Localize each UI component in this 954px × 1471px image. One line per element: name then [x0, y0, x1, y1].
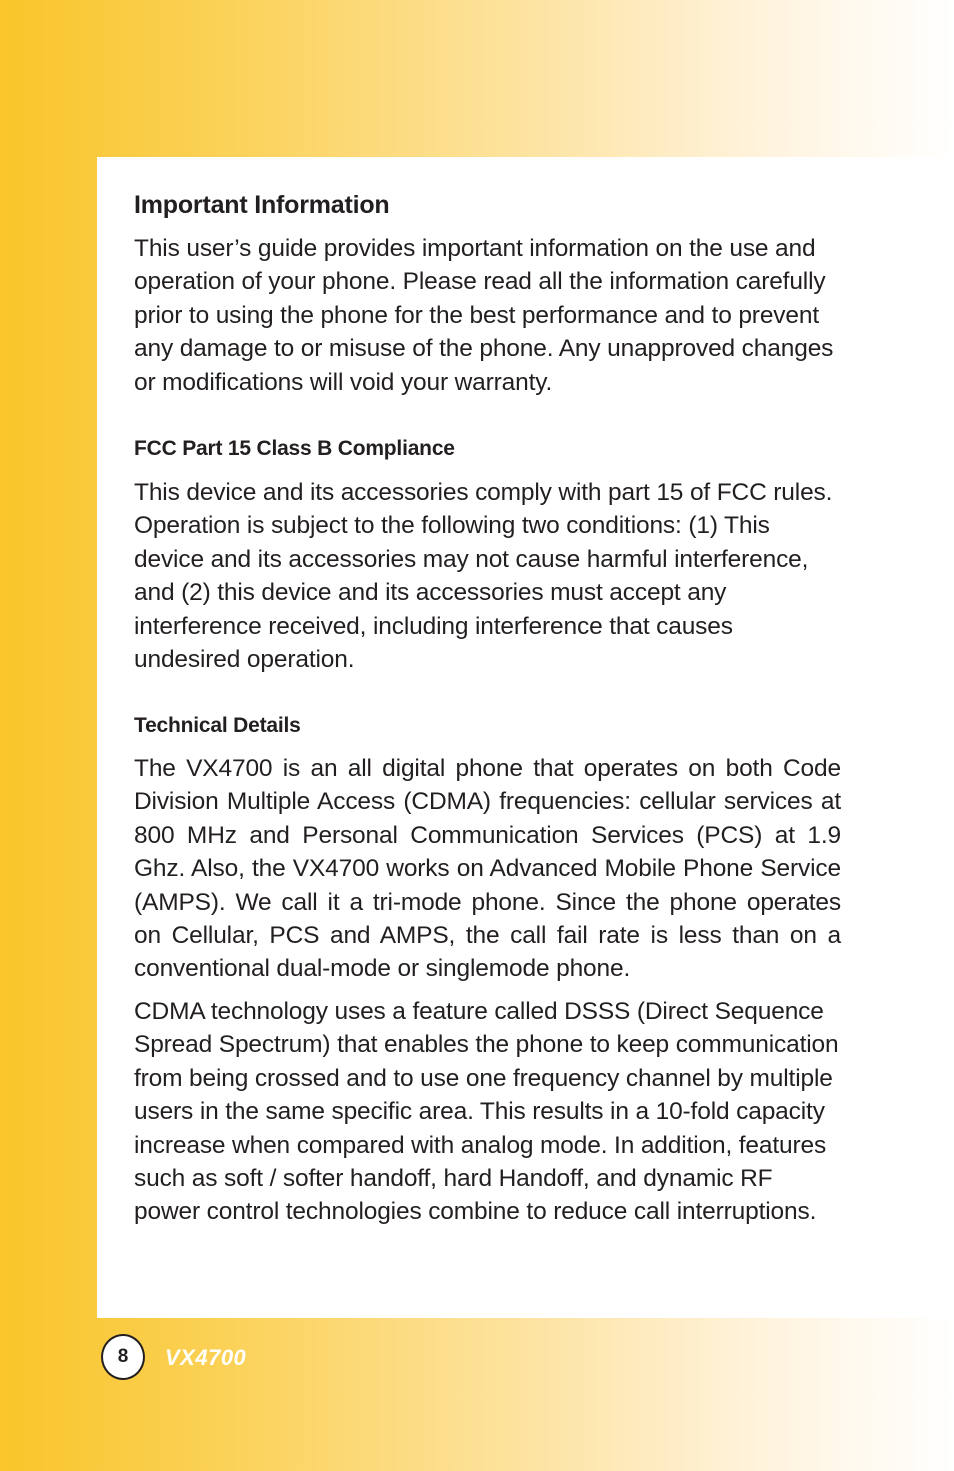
model-name-footer: VX4700: [165, 1345, 247, 1370]
important-information-text: This user’s guide provides important information on the use and operation of your phone. Please read all the information carefully prior to using the phone for the best performance and to prevent any damage to or misuse of the phone. Any unapproved changes or modifications will void your warranty.: [134, 235, 834, 396]
page-number-badge: [101, 1334, 145, 1380]
technical-details-heading: Technical Details: [134, 714, 301, 737]
technical-details-paragraph-1: The VX4700 is an all digital phone that operates on both Code Division Multiple Access (CDMA) frequencies: cellular services at 800 MHz and Personal Communication Services (PCS) at 1.9 Ghz. Also, the VX4700 works on Advanced Mobile Phone Service (AMPS). We call it a tri-mode phone. Since the phone operates on Cellular, PCS and AMPS, the call fail rate is less than on a conventional dual-mode or singlemode phone.: [134, 755, 841, 983]
technical-details-paragraph-2: CDMA technology uses a feature called DSSS (Direct Sequence Spread Spectrum) that enables the phone to keep communication from being crossed and to use one frequency channel by multiple users in the same specific area. This results in a 10-fold capacity increase when compared with analog mode. In addition, features such as soft / softer handoff, hard Handoff, and dynamic RF power control technologies combine to reduce call interruptions.: [134, 998, 839, 1226]
fcc-compliance-text: This device and its accessories comply with part 15 of FCC rules. Operation is subject to the following two conditions: (1) This device and its accessories may not cause harmful interference, and (2) this device and its accessories must accept any interference received, including interference that causes undesired operation.: [134, 479, 833, 674]
page-number: 8: [117, 1346, 129, 1367]
fcc-compliance-heading: FCC Part 15 Class B Compliance: [134, 437, 455, 460]
important-information-heading: Important Information: [134, 191, 390, 219]
